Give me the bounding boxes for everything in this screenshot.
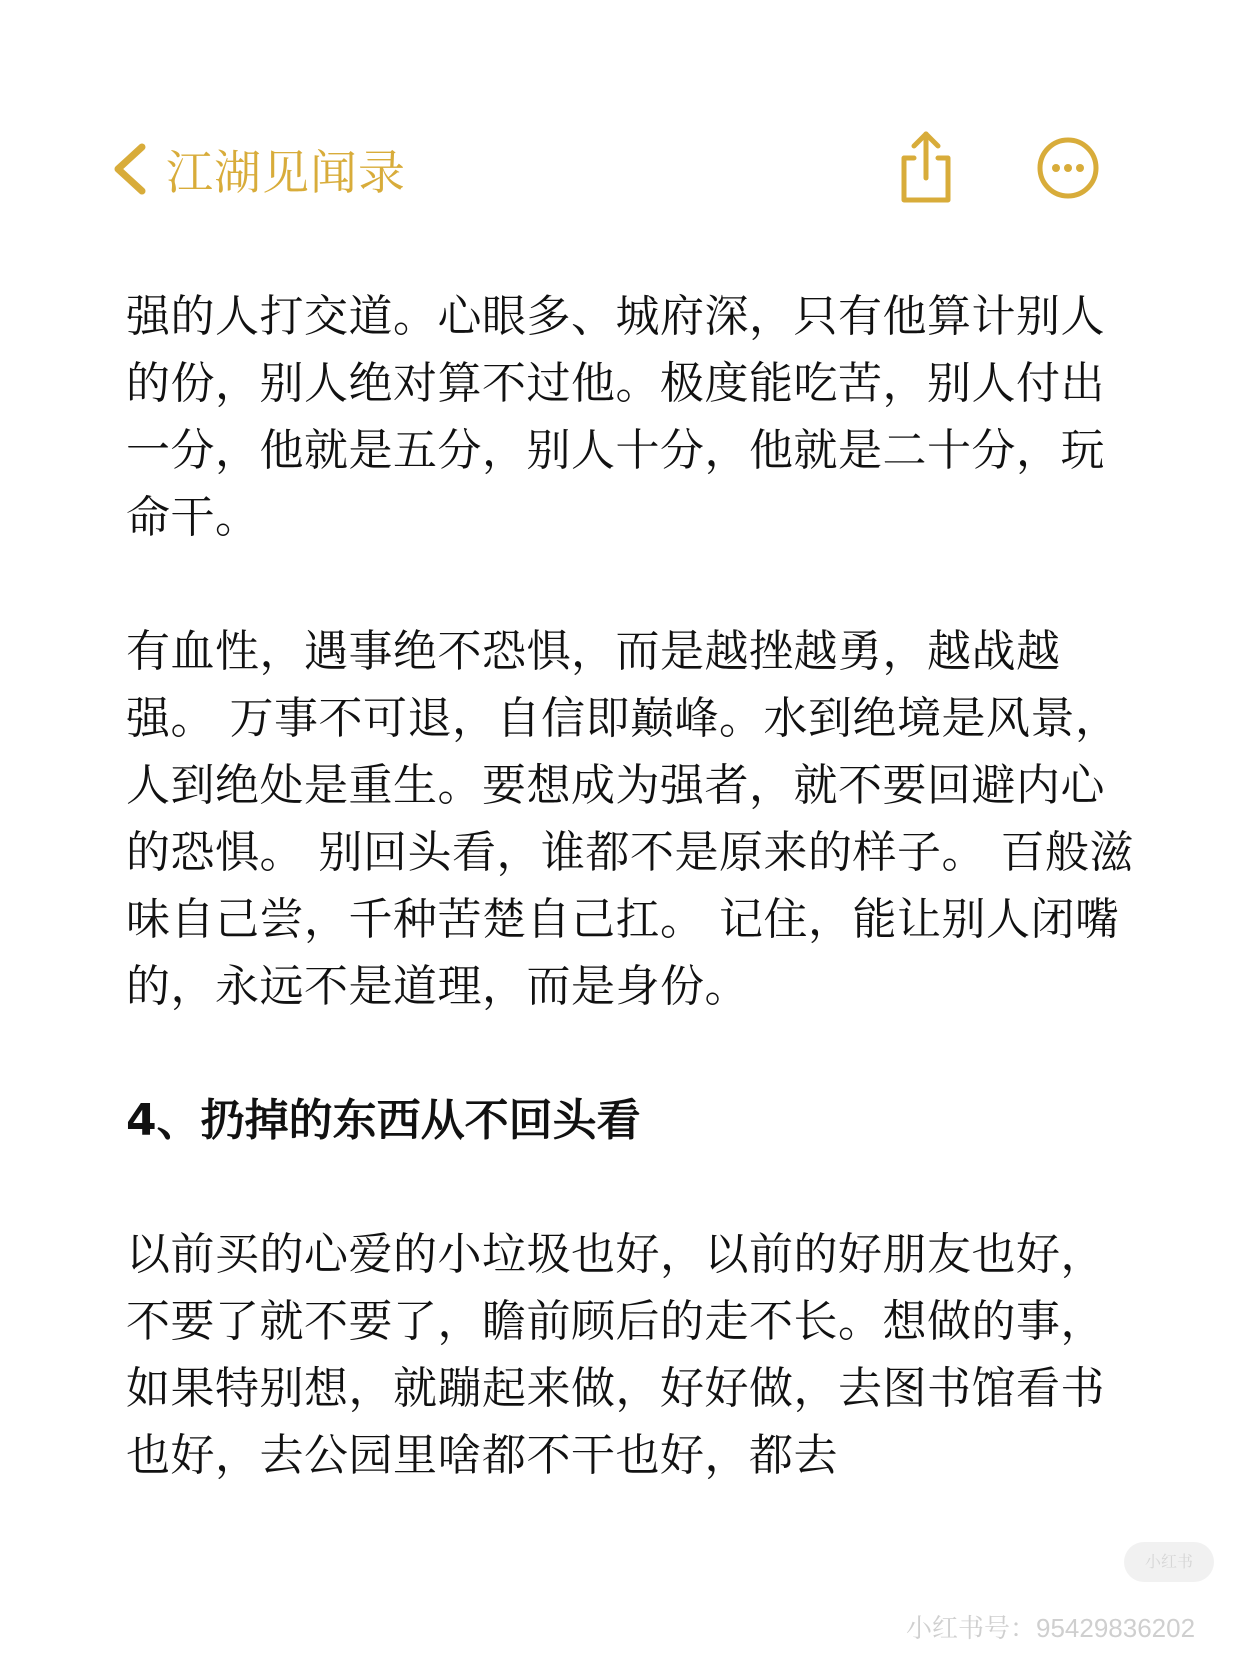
more-circle-icon[interactable]	[1036, 136, 1100, 200]
note-body[interactable]	[126, 283, 1146, 1489]
note-paragraph: 强的人打交道。心眼多、城府深，只有他算计别人的份，别人绝对算不过他。极度能吃苦，别人付出一分，他就是五分，别人十分，他就是二十分，玩命干。	[126, 291, 1105, 543]
navigation-bar	[0, 110, 1242, 220]
note-paragraph: 有血性，遇事绝不恐惧，而是越挫越勇，越战越强。 万事不可退，自信即巅峰。水到绝境是风景，人到绝处是重生。要想成为强者，就不要回避内心的恐惧。 别回头看，谁都不是原来的样子。 百般滋味自己尝，千种苦楚自己扛。 记住，能让别人闭嘴的，永远不是道理，而是身份。	[126, 626, 1134, 1012]
paragraph-gap	[126, 551, 1146, 618]
chevron-left-icon	[108, 139, 152, 199]
nav-title: 江湖见闻录	[166, 145, 406, 201]
back-button[interactable]	[108, 134, 406, 204]
paragraph-gap	[126, 1154, 1146, 1221]
note-paragraph: 以前买的心爱的小垃圾也好，以前的好朋友也好，不要了就不要了，瞻前顾后的走不长。想做的事，如果特别想，就蹦起来做，好好做，去图书馆看书也好，去公园里啥都不干也好，都去	[126, 1229, 1105, 1481]
share-icon[interactable]	[894, 128, 958, 208]
paragraph-gap	[126, 1020, 1146, 1087]
watermark-logo: 小红书	[1124, 1542, 1214, 1582]
watermark-text: 小红书号：95429836202	[906, 1613, 1196, 1643]
section-heading: 4、扔掉的东西从不回头看	[126, 1095, 641, 1146]
